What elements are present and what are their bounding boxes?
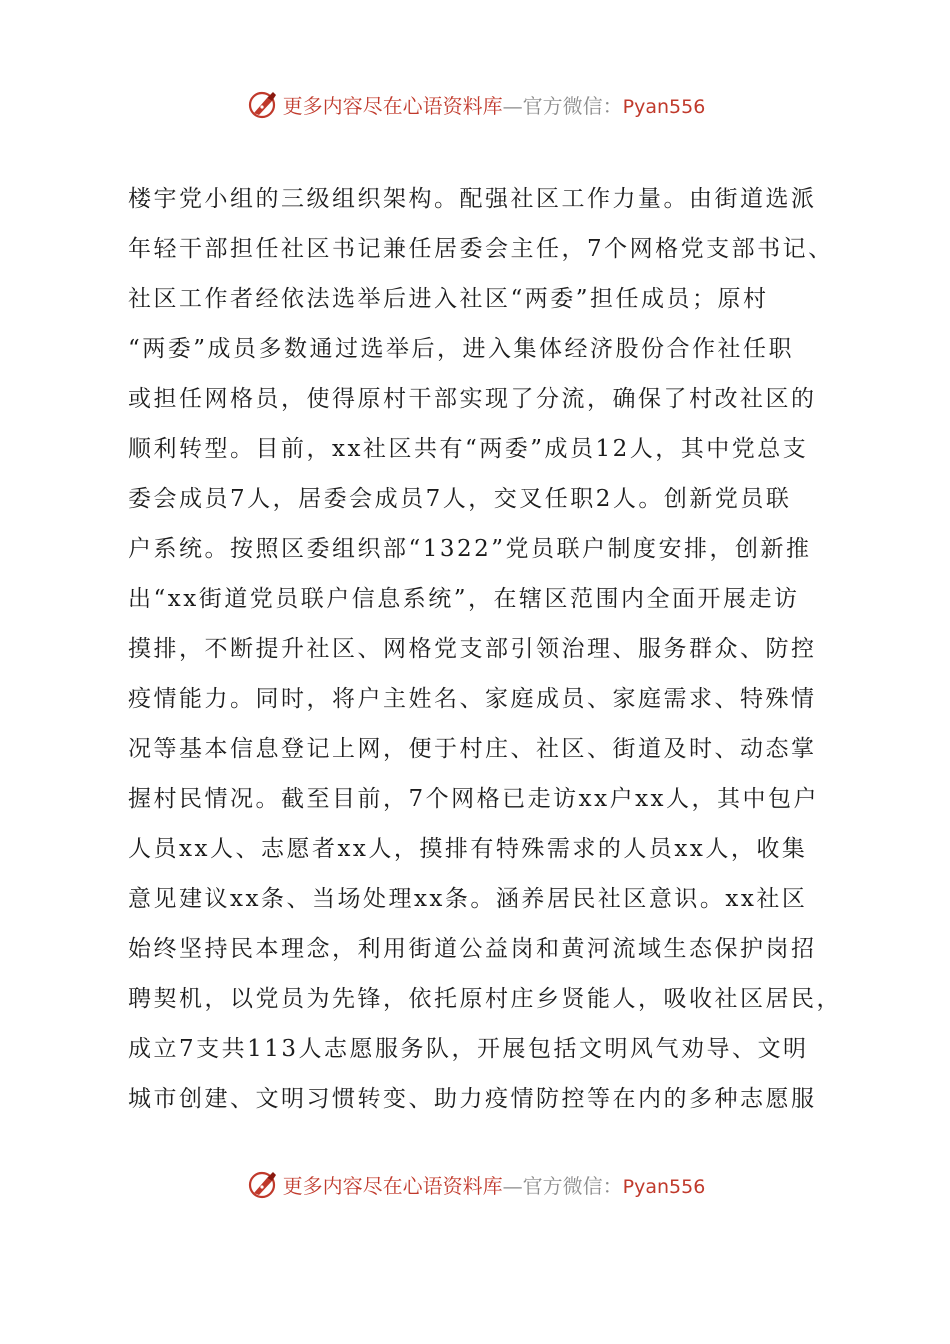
- text-line: 顺利转型。目前，xx社区共有“两委”成员12人，其中党总支: [128, 436, 809, 462]
- text-line: 聘契机，以党员为先锋，依托原村庄乡贤能人，吸收社区居民，: [128, 986, 842, 1012]
- header-banner-text: [283, 90, 706, 119]
- text-line: 社区工作者经依法选举后进入社区“两委”担任成员；原村: [128, 286, 769, 312]
- text-line: 始终坚持民本理念，利用街道公益岗和黄河流域生态保护岗招: [128, 936, 817, 962]
- text-line: 户系统。按照区委组织部“1322”党员联户制度安排，创新推: [128, 536, 812, 562]
- header-banner-id: Pyan556: [622, 95, 706, 118]
- footer-banner-id: Pyan556: [622, 1175, 706, 1198]
- text-line: 年轻干部担任社区书记兼任居委会主任，7个网格党支部书记、: [128, 236, 834, 262]
- text-line: 摸排，不断提升社区、网格党支部引领治理、服务群众、防控: [128, 636, 817, 662]
- text-line: 意见建议xx条、当场处理xx条。涵养居民社区意识。xx社区: [128, 886, 808, 912]
- text-line: 握村民情况。截至目前，7个网格已走访xx户xx人，其中包户: [128, 786, 820, 812]
- footer-banner: [0, 1164, 950, 1204]
- pen-nib-logo-icon: [245, 86, 281, 122]
- document-body: [128, 174, 858, 1124]
- footer-banner-wechat: 官方微信：: [522, 1173, 623, 1198]
- text-line: 况等基本信息登记上网，便于村庄、社区、街道及时、动态掌: [128, 736, 817, 762]
- header-banner: [0, 84, 950, 124]
- text-line: 出“xx街道党员联户信息系统”，在辖区范围内全面开展走访: [128, 586, 800, 612]
- footer-banner-dash: —: [502, 1173, 523, 1198]
- text-line: “两委”成员多数通过选举后，进入集体经济股份合作社任职: [128, 336, 795, 362]
- header-banner-main: 更多内容尽在心语资料库: [282, 93, 503, 118]
- text-line: 成立7支共113人志愿服务队，开展包括文明风气劝导、文明: [128, 1036, 809, 1062]
- footer-banner-main: 更多内容尽在心语资料库: [282, 1173, 503, 1198]
- footer-banner-text: [283, 1170, 706, 1199]
- header-banner-wechat: 官方微信：: [522, 93, 623, 118]
- text-line: 委会成员7人，居委会成员7人，交叉任职2人。创新党员联: [128, 486, 792, 512]
- text-line: 城市创建、文明习惯转变、助力疫情防控等在内的多种志愿服: [128, 1086, 817, 1112]
- pen-nib-logo-icon: [245, 1166, 281, 1202]
- text-line: 人员xx人、志愿者xx人，摸排有特殊需求的人员xx人，收集: [128, 836, 808, 862]
- header-banner-dash: —: [502, 93, 523, 118]
- text-line: 或担任网格员，使得原村干部实现了分流，确保了村改社区的: [128, 386, 817, 412]
- text-line: 楼宇党小组的三级组织架构。配强社区工作力量。由街道选派: [128, 186, 817, 212]
- text-line: 疫情能力。同时，将户主姓名、家庭成员、家庭需求、特殊情: [128, 686, 817, 712]
